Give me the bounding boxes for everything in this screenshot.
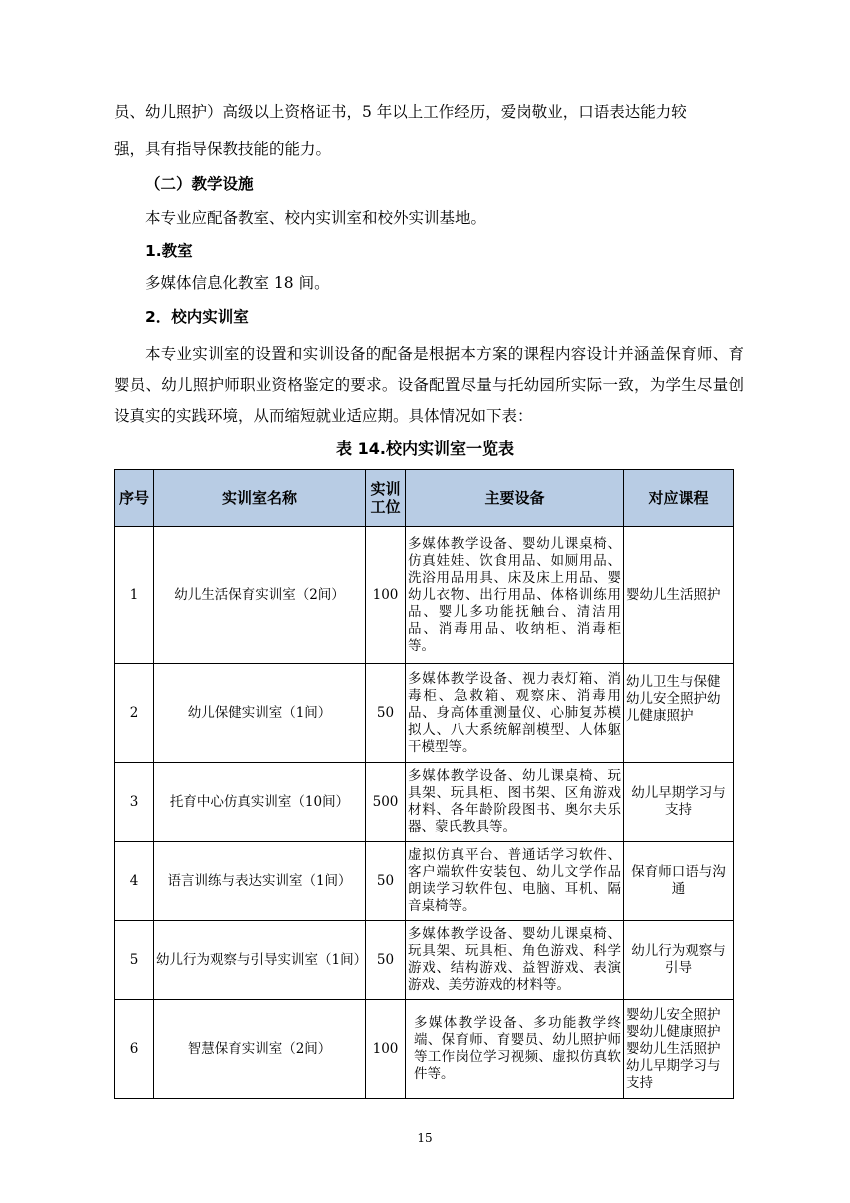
cell-seats: 50: [366, 921, 406, 1000]
cell-course: 婴幼儿安全照护婴幼儿健康照护婴幼儿生活照护幼儿早期学习与支持: [624, 1000, 734, 1099]
cell-course: 保育师口语与沟通: [624, 842, 734, 921]
cell-course: 幼儿行为观察与引导: [624, 921, 734, 1000]
cell-name: 幼儿保健实训室（1间）: [154, 664, 366, 763]
header-seats: 实训 工位: [366, 470, 406, 527]
paragraph: 本专业应配备教室、校内实训室和校外实训基地。: [145, 209, 487, 227]
cell-course: 婴幼儿生活照护: [624, 527, 734, 664]
paragraph: 本专业实训室的设置和实训设备的配备是根据本方案的课程内容设计并涵盖保育师、育婴员、幼儿照护师职业资格鉴定的要求。设备配置尽量与托幼园所实际一致，为学生尽量创设真实的实践环境，从而缩短就业适应期。具体情况如下表：: [114, 345, 744, 425]
cell-equipment: 多媒体教学设备、婴幼儿课桌椅、玩具架、玩具柜、角色游戏、科学游戏、结构游戏、益智游戏、表演游戏、美劳游戏的材料等。: [406, 921, 624, 1000]
cell-equipment: 虚拟仿真平台、普通话学习软件、客户端软件安装包、幼儿文学作品朗读学习软件包、电脑、耳机、隔音桌椅等。: [406, 842, 624, 921]
cell-name: 幼儿生活保育实训室（2间）: [154, 527, 366, 664]
cell-no: 6: [115, 1000, 154, 1099]
subheading-lab: 2．校内实训室: [145, 308, 249, 326]
cell-course: 幼儿早期学习与支持: [624, 763, 734, 842]
cell-name: 托育中心仿真实训室（10间）: [154, 763, 366, 842]
cell-no: 2: [115, 664, 154, 763]
paragraph: 多媒体信息化教室 18 间。: [145, 274, 330, 292]
table-header-row: [115, 470, 734, 527]
table-row: [115, 1000, 734, 1099]
header-name: 实训室名称: [154, 470, 366, 527]
cell-seats: 50: [366, 664, 406, 763]
cell-equipment: 多媒体教学设备、多功能教学终端、保育师、育婴员、幼儿照护师等工作岗位学习视频、虚拟仿真软件等。: [406, 1000, 624, 1099]
cell-name: 幼儿行为观察与引导实训室（1间）: [154, 921, 366, 1000]
cell-seats: 100: [366, 527, 406, 664]
lab-table: [114, 469, 734, 1099]
cell-equipment: 多媒体教学设备、婴幼儿课桌椅、仿真娃娃、饮食用品、如厕用品、洗浴用品用具、床及床上用品、婴幼儿衣物、出行用品、体格训练用品、婴儿多功能抚触台、清洁用品、消毒用品、收纳柜、消毒柜等。: [406, 527, 624, 664]
cell-no: 5: [115, 921, 154, 1000]
table-row: [115, 763, 734, 842]
cell-no: 3: [115, 763, 154, 842]
page-number: 15: [417, 1131, 433, 1145]
cell-equipment: 多媒体教学设备、视力表灯箱、消毒柜、急救箱、观察床、消毒用品、身高体重测量仪、心肺复苏模拟人、八大系统解剖模型、人体躯干模型等。: [406, 664, 624, 763]
table-row: [115, 842, 734, 921]
subheading-classroom: 1.教室: [145, 242, 193, 260]
table-caption: 表 14.校内实训室一览表: [336, 439, 514, 458]
cell-name: 智慧保育实训室（2间）: [154, 1000, 366, 1099]
cell-seats: 50: [366, 842, 406, 921]
table-row: [115, 527, 734, 664]
section-heading: （二）教学设施: [145, 175, 254, 193]
cell-course: 幼儿卫生与保健幼儿安全照护幼儿健康照护: [624, 664, 734, 763]
cell-name: 语言训练与表达实训室（1间）: [154, 842, 366, 921]
cell-no: 4: [115, 842, 154, 921]
table-row: [115, 664, 734, 763]
paragraph-line: 强，具有指导保教技能的能力。: [114, 140, 332, 158]
cell-seats: 500: [366, 763, 406, 842]
header-course: 对应课程: [624, 470, 734, 527]
header-no: 序号: [115, 470, 154, 527]
table-row: [115, 921, 734, 1000]
header-equipment: 主要设备: [406, 470, 624, 527]
cell-equipment: 多媒体教学设备、幼儿课桌椅、玩具架、玩具柜、图书架、区角游戏材料、各年龄阶段图书、奥尔夫乐器、蒙氏教具等。: [406, 763, 624, 842]
paragraph-line: 员、幼儿照护）高级以上资格证书，5 年以上工作经历，爱岗敬业，口语表达能力较: [114, 103, 687, 121]
cell-no: 1: [115, 527, 154, 664]
cell-seats: 100: [366, 1000, 406, 1099]
